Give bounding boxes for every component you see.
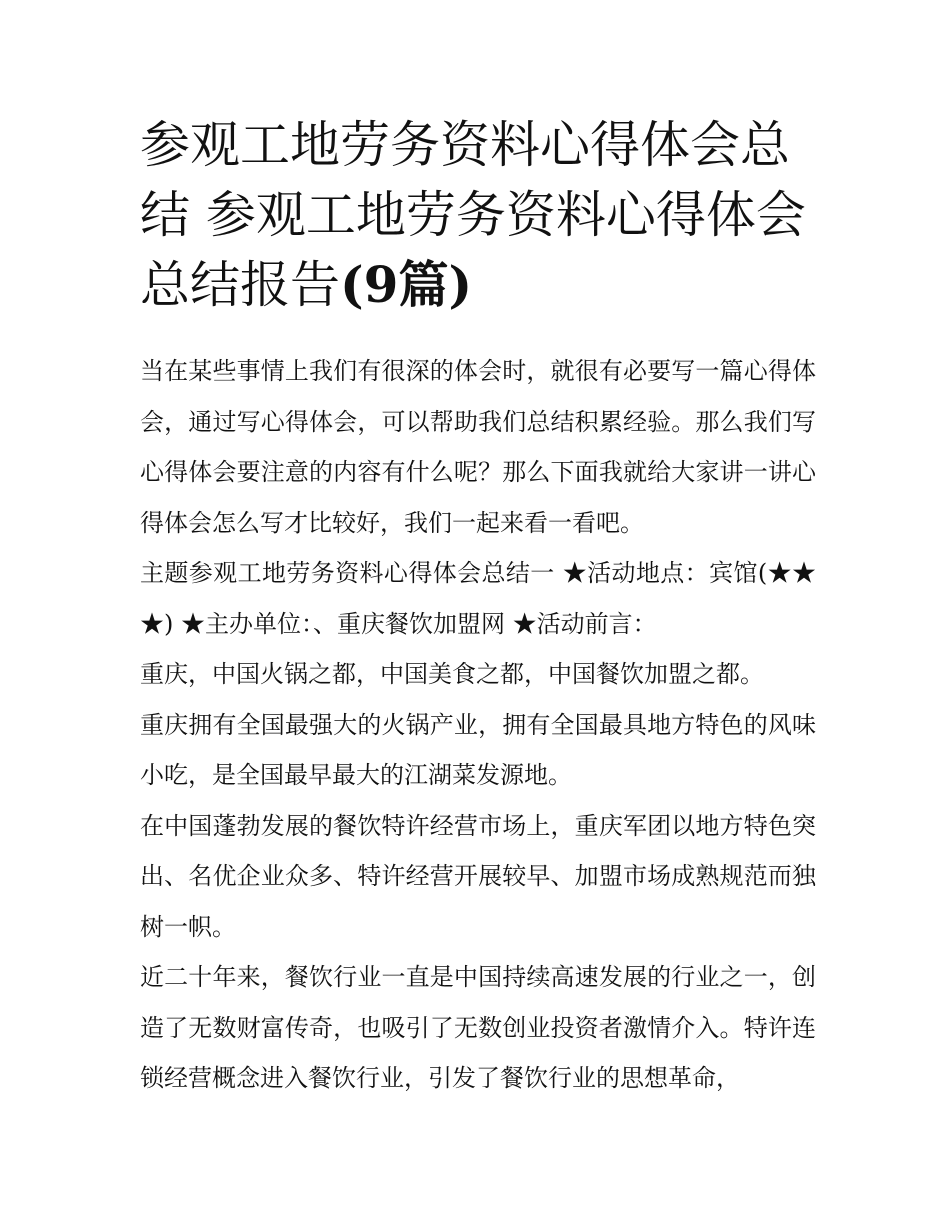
document-title-suffix: (9篇) [340,255,473,314]
paragraph-chongqing: 重庆，中国火锅之都，中国美食之都，中国餐饮加盟之都。 [140,660,764,688]
paragraph-activity-info: 主题参观工地劳务资料心得体会总结一 ★活动地点：宾馆(★★★) ★主办单位：、重庆餐饮加盟网 ★活动前言： [140,559,816,638]
paragraph-hotpot-industry: 重庆拥有全国最强大的火锅产业，拥有全国最具地方特色的风味小吃，是全国最早最大的江湖菜发源地。 [140,710,816,789]
document-title-text: 参观工地劳务资料心得体会总结 参观工地劳务资料心得体会总结报告 [140,116,806,314]
paragraph-franchise-market: 在中国蓬勃发展的餐饮特许经营市场上，重庆军团以地方特色突出、名优企业众多、特许经营开展较早、加盟市场成熟规范而独树一帜。 [140,811,816,941]
document-page [140,110,816,1104]
document-body [140,346,816,1104]
paragraph-industry-growth: 近二十年来，餐饮行业一直是中国持续高速发展的行业之一，创造了无数财富传奇，也吸引了无数创业投资者激情介入。特许连锁经营概念进入餐饮行业，引发了餐饮行业的思想革命， [140,963,816,1092]
paragraph-intro: 当在某些事情上我们有很深的体会时，就很有必要写一篇心得体会，通过写心得体会，可以帮助我们总结积累经验。那么我们写心得体会要注意的内容有什么呢？那么下面我就给大家讲一讲心得体会怎么写才比较好，我们一起来看一看吧。 [140,357,816,537]
document-title [140,110,816,320]
